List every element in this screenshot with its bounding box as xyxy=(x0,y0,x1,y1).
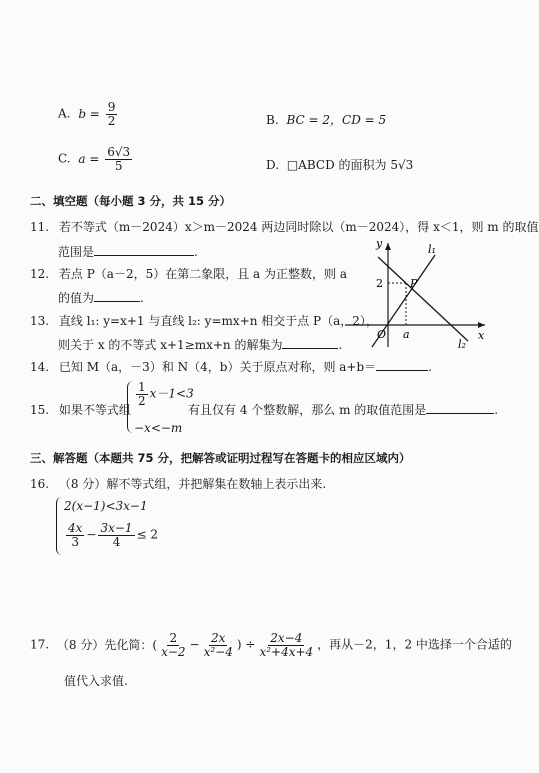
q15-inequality-2: −x<−m xyxy=(134,421,183,435)
q13-graph xyxy=(340,237,490,352)
question-12-line2: 的值为 . xyxy=(58,291,144,305)
question-17: 17. （8 分）先化简：( $\frac{2}{x-2}$ − $\frac{2x}{\text{x²−4}}$ ) ÷ $\frac{2x-4}{\text{x²+4x+4}}$ ，再从－2，1，2 中选择一个合适的 xyxy=(30,631,512,659)
question-16: 16. （8 分）解不等式组，并把解集在数轴上表示出来. xyxy=(30,477,327,491)
answer-blank-13 xyxy=(282,348,338,349)
option-a-fraction: $\frac{9}{2}$ xyxy=(107,100,116,128)
graph-x-label: x xyxy=(478,329,485,342)
question-14: 14. 已知 M（a，－3）和 N（4，b）关于原点对称，则 a+b＝ . xyxy=(30,360,432,374)
answer-blank-11 xyxy=(94,255,194,256)
option-c: C. a = $\frac{6√3}{5}$ xyxy=(58,145,131,173)
question-17-line2: 值代入求值. xyxy=(64,674,128,688)
graph-y-label: y xyxy=(376,237,383,250)
line-l2 xyxy=(378,257,468,341)
section-3-title: 三、解答题（本题共 75 分，把解答或证明过程写在答题卡的相应区域内） xyxy=(30,451,411,465)
option-b: B. BC = 2，CD = 5 xyxy=(266,113,387,127)
graph-p-label: P xyxy=(410,277,418,290)
graph-y-tick-label: 2 xyxy=(376,277,383,290)
question-15: 15. 如果不等式组 xyxy=(30,403,131,417)
question-12: 12. 若点 P（a－2，5）在第二象限，且 a 为正整数，则 a xyxy=(30,267,347,281)
graph-l2-label: l₂ xyxy=(458,338,466,351)
answer-blank-12 xyxy=(94,301,140,302)
x-axis-arrow-icon xyxy=(478,322,485,328)
q15-inequality-1: $\frac{1}{2}$ x－1<3 xyxy=(138,380,194,408)
y-axis-arrow-icon xyxy=(385,243,391,250)
question-11-line2: 范围是 . xyxy=(58,245,198,259)
question-13-line2: 则关于 x 的不等式 x+1≥mx+n 的解集为 . xyxy=(58,338,343,352)
q16-system-brace xyxy=(56,497,63,555)
question-13: 13. 直线 l₁: y=x+1 与直线 l₂: y=mx+n 相交于点 P（a，2）， xyxy=(30,314,378,328)
option-c-fraction: $\frac{6√3}{5}$ xyxy=(107,145,131,173)
answer-blank-15 xyxy=(426,413,494,414)
graph-l1-label: l₁ xyxy=(428,243,436,256)
q16-inequality-2: $\frac{4x}{3}$ − $\frac{3x-1}{4}$ ≤ 2 xyxy=(68,521,159,549)
question-15-suffix: 有且仅有 4 个整数解，那么 m 的取值范围是 . xyxy=(188,403,499,417)
q16-inequality-1: 2(x−1)<3x−1 xyxy=(64,499,148,513)
option-a: A. b = $\frac{9}{2}$ xyxy=(58,100,116,128)
answer-blank-14 xyxy=(376,370,428,371)
q15-system-brace xyxy=(127,381,134,433)
graph-origin-label: O xyxy=(377,328,387,341)
option-d: D. □ABCD 的面积为 5√3 xyxy=(266,158,414,172)
question-11: 11. 若不等式（m－2024）x＞m－2024 两边同时除以（m－2024），得 x＜1，则 m 的取值 xyxy=(30,220,539,234)
section-2-title: 二、填空题（每小题 3 分，共 15 分） xyxy=(30,194,232,208)
graph-x-tick-label: a xyxy=(403,328,410,341)
